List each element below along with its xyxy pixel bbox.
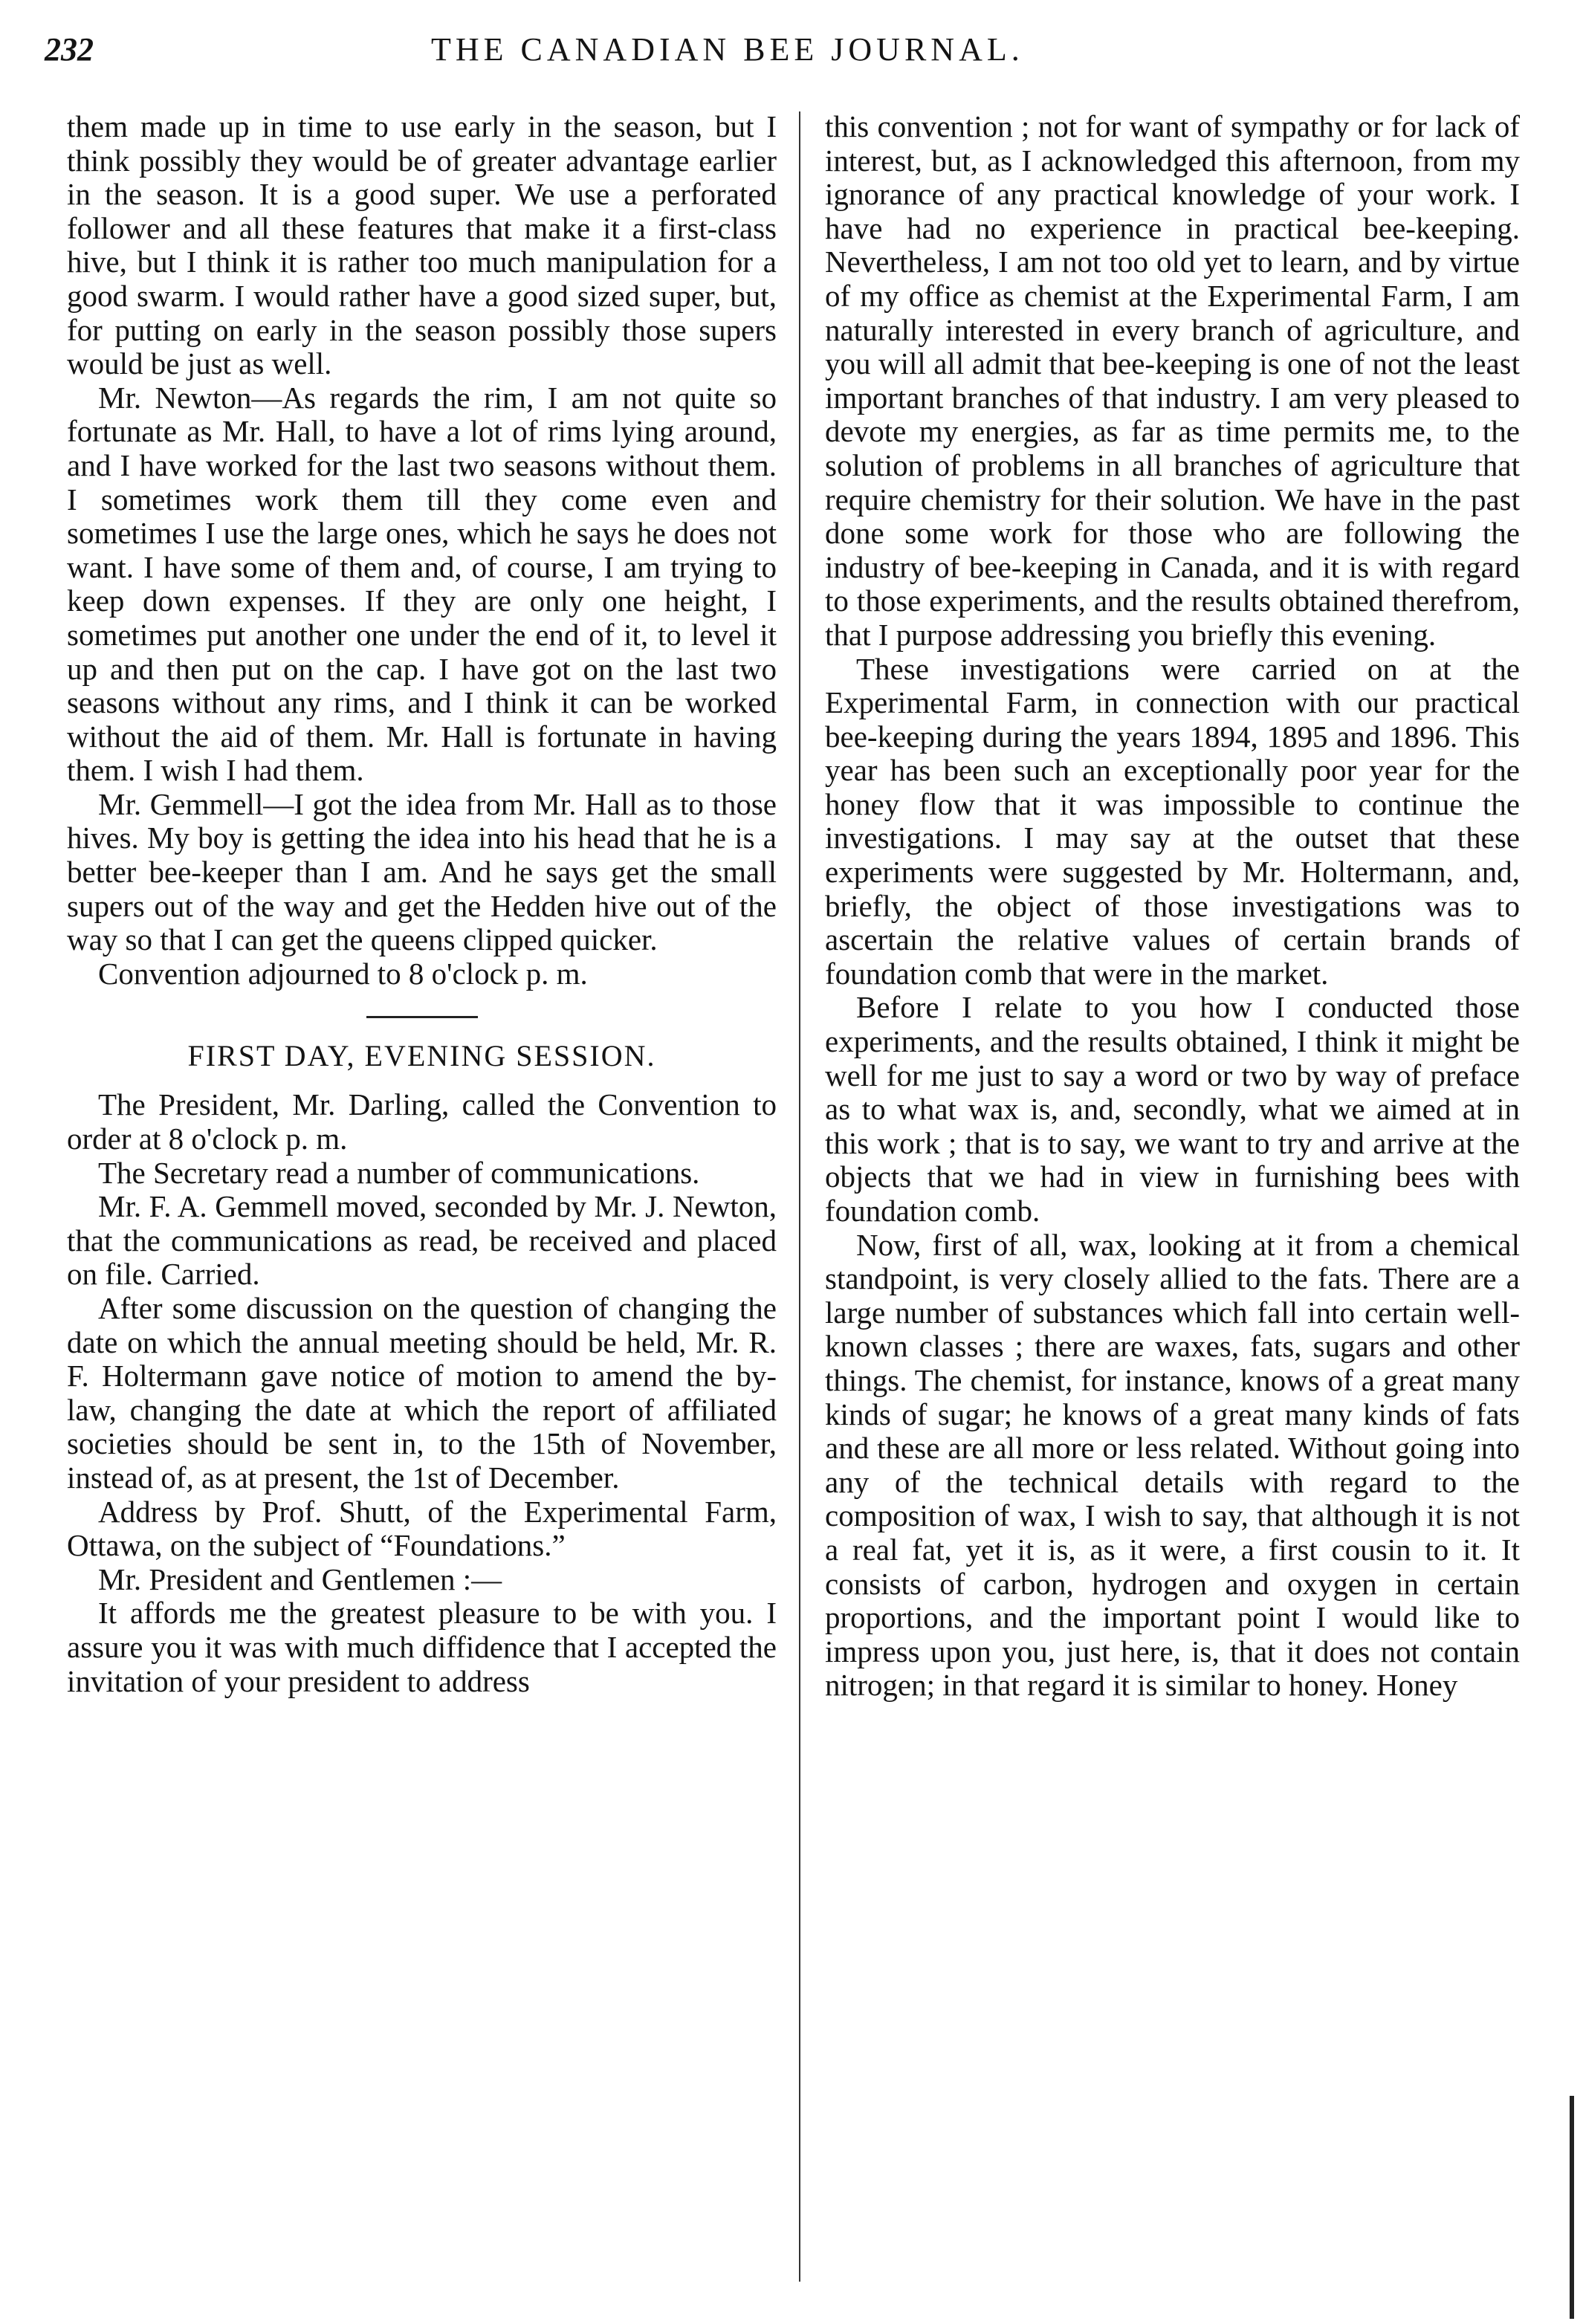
section-heading: FIRST DAY, EVENING SESSION. xyxy=(187,1039,656,1073)
paragraph: The Secretary read a number of communications. xyxy=(98,1155,700,1190)
paragraph: Mr. President and Gentlemen :— xyxy=(98,1561,502,1596)
page-number: 232 xyxy=(45,31,94,68)
section-divider xyxy=(366,1016,478,1018)
column-rule xyxy=(799,111,800,2282)
paragraph: It affords me the greatest pleasure to be with you. I assure you it was with much diffidence that I accepted the invitation of your president to address xyxy=(67,1596,777,1698)
journal-title: THE CANADIAN BEE JOURNAL. xyxy=(431,31,1024,68)
paragraph: Before I relate to you how I conducted those experiments, and the results obtained, I think it might be well for me just to say a word or two by way of preface as to what wax is, and, secondly, what we aimed at in this work ; that is to say, we want to try and arrive at the objects that we had in view in furnishing bees with foundation comb. xyxy=(825,990,1520,1228)
paragraph: Mr. F. A. Gemmell moved, seconded by Mr. J. Newton, that the communications as read, be received and placed on file. Carried. xyxy=(67,1189,777,1292)
paragraph: Mr. Gemmell—I got the idea from Mr. Hall as to those hives. My boy is getting the idea into his head that he is a better bee-keeper than I am. And he says get the small supers out of the way and get the Hedden hive out of the way so that I can get the queens clipped quicker. xyxy=(67,786,777,957)
paragraph: Mr. Newton—As regards the rim, I am not quite so fortunate as Mr. Hall, to have a lot of rims lying around, and I have worked for the last two seasons without them. I sometimes work them till they come even and sometimes I use the large ones, which he says he does not want. I have some of them and, of course, I am trying to keep down expenses. If they are only one height, I sometimes put another one under the end of it, to level it up and then put on the cap. I have got on the last two seasons without any rims, and I think it can be worked without the aid of them. Mr. Hall is fortunate in having them. I wish I had them. xyxy=(67,380,777,788)
left-column xyxy=(67,110,777,1698)
paragraph: After some discussion on the question of changing the date on which the annual meeting should be held, Mr. R. F. Holtermann gave notice of motion to amend the by-law, changing the date at which the report of affiliated societies should be sent in, to the 15th of November, instead of, as at present, the 1st of December. xyxy=(67,1291,777,1495)
paragraph: Now, first of all, wax, looking at it from a chemical standpoint, is very closely allied to the fats. There are a large number of substances which fall into certain well-known classes ; there are waxes, fats, sugars and other things. The chemist, for instance, knows of a great many kinds of sugar; he knows of a great many kinds of fats and these are all more or less related. Without going into any of the technical details with regard to the composition of wax, I wish to say, that although it is not a real fat, yet it is, as it were, a first cousin to it. It consists of carbon, hydrogen and oxygen in certain proportions, and the important point I would like to impress upon you, just here, is, that it does not contain nitrogen; in that regard it is similar to honey. Honey xyxy=(825,1227,1520,1703)
paragraph: These investigations were carried on at the Experimental Farm, in connection with our practical bee-keeping during the years 1894, 1895 and 1896. This year has been such an exceptionally poor year for the honey flow that it was impossible to continue the investigations. I may say at the outset that these experiments were suggested by Mr. Holtermann, and, briefly, the object of those investigations was to ascertain the relative values of certain brands of foundation comb that were in the market. xyxy=(825,651,1520,991)
paragraph: them made up in time to use early in the season, but I think possibly they would be of greater advantage earlier in the season. It is a good super. We use a perforated follower and all these features that make it a first-class hive, but I think it is rather too much manipulation for a good swarm. I would rather have a good sized super, but, for putting on early in the season possibly those supers would be just as well. xyxy=(67,109,777,381)
paragraph: Convention adjourned to 8 o'clock p. m. xyxy=(98,956,588,991)
right-column xyxy=(825,110,1520,1703)
paragraph: Address by Prof. Shutt, of the Experimental Farm, Ottawa, on the subject of “Foundations.” xyxy=(67,1494,777,1563)
paragraph: this convention ; not for want of sympathy or for lack of interest, but, as I acknowledged this afternoon, from my ignorance of any practical knowledge of your work. I have had no experience in practical bee-keeping. Nevertheless, I am not too old yet to learn, and by virtue of my office as chemist at the Experimental Farm, I am naturally interested in every branch of agriculture, and you will all admit that bee-keeping is one of not the least important branches of that industry. I am very pleased to devote my energies, as far as time permits me, to the solution of problems in all branches of agriculture that require chemistry for their solution. We have in the past done some work for those who are following the industry of bee-keeping in Canada, and it is with regard to those experiments, and the results obtained therefrom, that I purpose addressing you briefly this evening. xyxy=(825,109,1520,652)
page-edge-mark xyxy=(1570,2096,1574,2319)
paragraph: The President, Mr. Darling, called the Convention to order at 8 o'clock p. m. xyxy=(67,1087,777,1156)
page-header xyxy=(45,27,1457,73)
